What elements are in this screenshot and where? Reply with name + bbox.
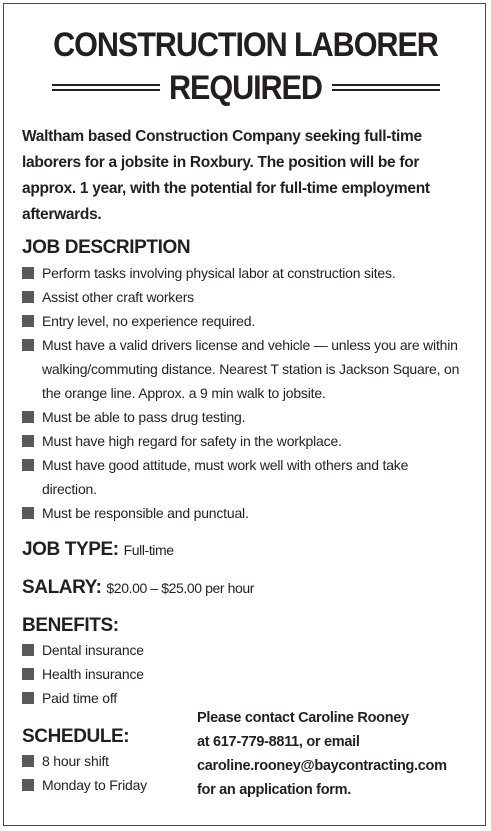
title-rule-right — [332, 84, 440, 91]
bullet-square-icon — [22, 411, 34, 423]
bullet-square-icon — [22, 507, 34, 519]
benefits-heading: BENEFITS: — [22, 615, 119, 636]
contact-line: for an application form. — [197, 782, 351, 798]
ad-title-line2: REQUIRED — [169, 69, 322, 107]
schedule-heading: SCHEDULE: — [22, 726, 130, 747]
job-type-label: JOB TYPE: — [22, 539, 119, 560]
list-item: Dental insurance — [22, 638, 472, 662]
intro-paragraph: Waltham based Construction Company seeking full-time laborers for a jobsite in Roxbury. The position will be for approx. 1 year, with the potential for full-time employment afterwards. — [22, 128, 430, 223]
bullet-square-icon — [22, 291, 34, 303]
job-description-list — [22, 261, 472, 525]
ad-title-line1: CONSTRUCTION LABORER — [53, 26, 438, 64]
salary-value: $20.00 – $25.00 per hour — [106, 580, 255, 596]
contact-line: at 617-779-8811, or email — [197, 734, 360, 750]
bullet-square-icon — [22, 692, 34, 704]
contact-email: caroline.rooney@baycontracting.com — [197, 758, 447, 774]
bullet-square-icon — [22, 315, 34, 327]
bullet-square-icon — [22, 755, 34, 767]
bullet-square-icon — [22, 779, 34, 791]
list-item: Entry level, no experience required. — [22, 309, 472, 333]
list-item: Must have a valid drivers license and vehicle — unless you are within walking/commuting distance. Nearest T station is Jackson Square, on the orange line. Approx. a 9 min walk to jobsite. — [22, 333, 462, 405]
list-item: Must have good attitude, must work well with others and take direction. — [22, 453, 427, 501]
salary-label: SALARY: — [22, 577, 102, 598]
list-item: Must be responsible and punctual. — [22, 501, 472, 525]
bullet-square-icon — [22, 267, 34, 279]
job-description-heading: JOB DESCRIPTION — [22, 237, 191, 258]
list-item: Paid time off — [22, 686, 472, 710]
list-item: 8 hour shift — [22, 749, 192, 773]
list-item: Monday to Friday — [22, 773, 192, 797]
schedule-list — [22, 749, 192, 797]
bullet-square-icon — [22, 339, 34, 351]
bullet-square-icon — [22, 668, 34, 680]
bullet-square-icon — [22, 644, 34, 656]
list-item: Assist other craft workers — [22, 285, 472, 309]
contact-line: Please contact Caroline Rooney — [197, 710, 409, 726]
bullet-square-icon — [22, 459, 34, 471]
list-item: Must be able to pass drug testing. — [22, 405, 472, 429]
bullet-square-icon — [22, 435, 34, 447]
contact-info — [197, 706, 477, 802]
salary-line — [22, 576, 254, 600]
list-item: Perform tasks involving physical labor at construction sites. — [22, 261, 472, 285]
job-type-value: Full-time — [123, 542, 174, 558]
list-item: Must have high regard for safety in the workplace. — [22, 429, 472, 453]
list-item: Health insurance — [22, 662, 472, 686]
job-type-line — [22, 538, 174, 562]
benefits-list — [22, 638, 472, 710]
